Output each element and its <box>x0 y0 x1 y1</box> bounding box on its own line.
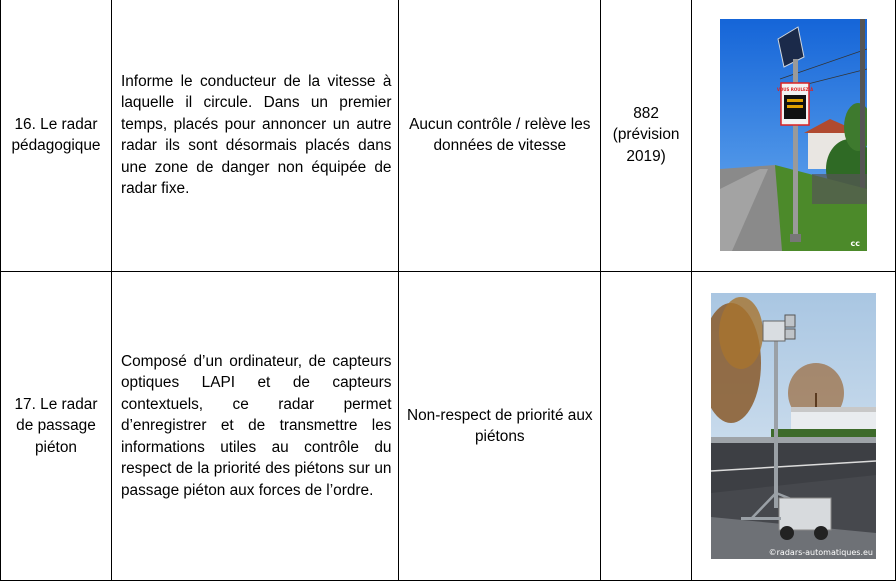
photo-cell <box>692 272 896 581</box>
radar-description: Informe le conducteur de la vitesse à laquelle il circule. Dans un premier temps, placés pour annoncer un autre radar ils sont désormais placés dans une zone de danger non équipée de radar fixe. <box>120 72 392 197</box>
radar-description: Composé d’un ordinateur, de capteurs optiques LAPI et de capteurs contextuels, ce radar permet d’enregistrer et de transmettre les informations utiles au contrôle du respect de la priorité des piétons sur un passage piéton aux forces de l’ordre. <box>120 352 392 499</box>
photo-cell <box>692 0 896 272</box>
infraction-text: Aucun contrôle / relève les données de vitesse <box>409 115 591 154</box>
sign-text: VOUS ROULEZ À <box>776 87 814 92</box>
photo-credit: ©radars-automatiques.eu <box>768 548 874 557</box>
photo-credit: cc <box>850 239 861 248</box>
infraction-text: Non-respect de priorité aux piétons <box>406 406 593 445</box>
radar-name: 16. Le radar pédagogique <box>11 115 101 154</box>
radar-name-cell <box>1 272 112 581</box>
radar-name: 17. Le radar de passage piéton <box>14 395 98 456</box>
radar-description-cell <box>111 0 399 272</box>
table-row <box>1 272 896 581</box>
table-row <box>1 0 896 272</box>
infraction-cell <box>399 272 601 581</box>
count-cell <box>601 272 692 581</box>
radar-description-cell <box>111 272 399 581</box>
speed-display-photo <box>720 19 867 251</box>
pedestrian-radar-photo <box>711 293 876 559</box>
infraction-cell <box>399 0 601 272</box>
radar-name-cell <box>1 0 112 272</box>
radar-count: 882 (prévision 2019) <box>612 104 680 165</box>
count-cell <box>601 0 692 272</box>
